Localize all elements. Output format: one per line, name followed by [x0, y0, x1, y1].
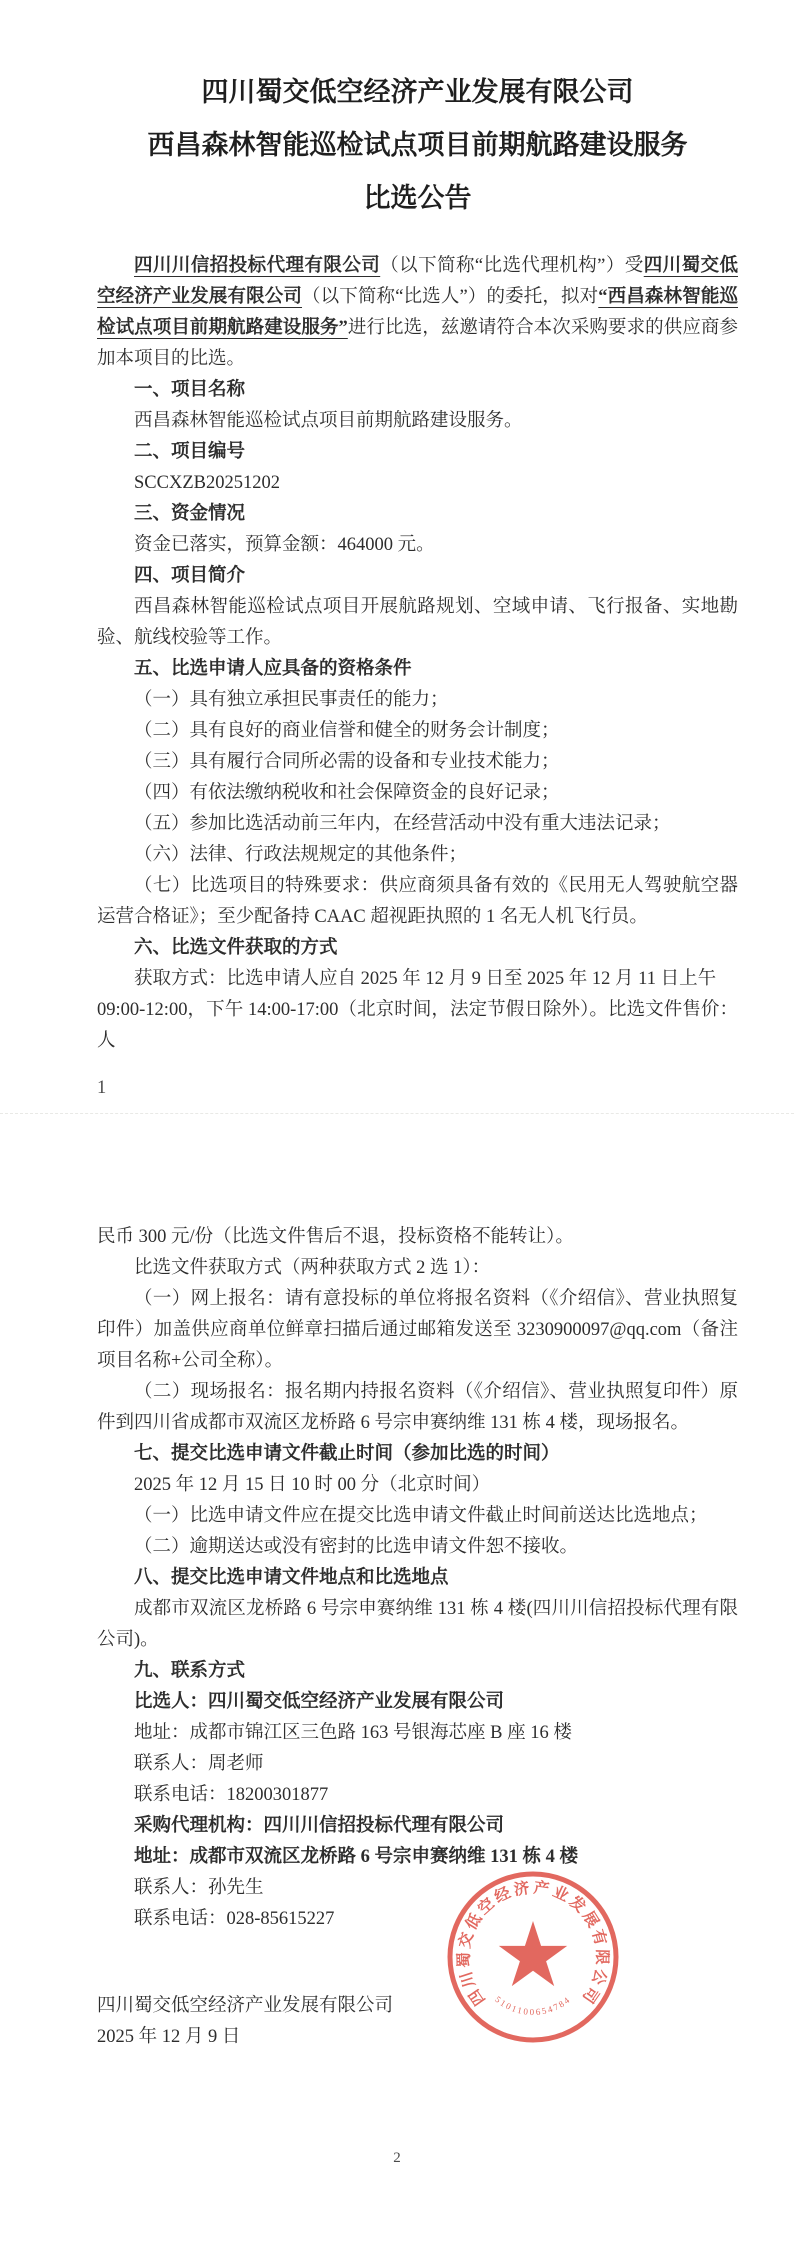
selector-phone: 联系电话：18200301877: [134, 1785, 329, 1805]
seal-company-text: 四川蜀交低空经济产业发展有限公司: [455, 1879, 611, 2009]
qualification-item-5: （五）参加比选活动前三年内，在经营活动中没有重大违法记录；: [134, 814, 671, 834]
intro-seg3: 进行比选，兹邀请符合本次采购要求的供应商参加本项目的比选。: [97, 318, 738, 369]
qualification-item-2: （二）具有良好的商业信誉和健全的财务会计制度；: [134, 721, 560, 741]
obtain-method-line-1: 获取方式：比选申请人应自 2025 年 12 月 9 日至 2025 年 12 月 11 日上午: [134, 969, 717, 989]
budget-text: 资金已落实，预算金额：464000 元。: [134, 535, 435, 555]
project-brief: 西昌森林智能巡检试点项目开展航路规划、空域申请、飞行报备、实地勘验、航线校验等工作。: [97, 597, 738, 648]
selector-contact: 联系人：周老师: [134, 1754, 264, 1774]
qualification-item-3: （三）具有履行合同所必需的设备和专业技术能力；: [134, 752, 560, 772]
section-1-heading: 一、项目名称: [134, 380, 246, 400]
signature-block: [97, 1991, 738, 2053]
agent-contact: 联系人：孙先生: [134, 1878, 264, 1898]
deadline-note-1: （一）比选申请文件应在提交比选申请文件截止时间前送达比选地点；: [134, 1506, 708, 1526]
title-line-company: 四川蜀交低空经济产业发展有限公司: [201, 77, 634, 107]
agent-phone: 联系电话：028-85615227: [134, 1909, 335, 1929]
section-1-text: 西昌森林智能巡检试点项目前期航路建设服务。: [134, 411, 523, 431]
document-page-1: [97, 66, 738, 1104]
obtain-method-line-2: 09:00-12:00，下午 14:00-17:00（北京时间，法定节假日除外）。比选文件售价：人: [97, 1000, 738, 1051]
agent-company: 采购代理机构：四川川信招投标代理有限公司: [134, 1816, 505, 1836]
qualification-item-4: （四）有依法缴纳税收和社会保障资金的良好记录；: [134, 783, 560, 803]
selector-address: 地址：成都市锦江区三色路 163 号银海芯座 B 座 16 楼: [134, 1723, 572, 1743]
project-number: SCCXZB20251202: [134, 473, 280, 493]
seal-number: 5101100654784: [493, 1994, 573, 2017]
section-2-heading: 二、项目编号: [134, 442, 246, 462]
section-3-heading: 三、资金情况: [134, 504, 246, 524]
deadline-text: 2025 年 12 月 15 日 10 时 00 分（北京时间）: [134, 1475, 491, 1495]
signature-date: 2025 年 12 月 9 日: [97, 2027, 241, 2047]
deadline-note-2: （二）逾期送达或没有密封的比选申请文件恕不接收。: [134, 1537, 579, 1557]
selector-company: 比选人：四川蜀交低空经济产业发展有限公司: [134, 1692, 505, 1712]
section-7-heading: 七、提交比选申请文件截止时间（参加比选的时间）: [134, 1444, 560, 1464]
section-5-heading: 五、比选申请人应具备的资格条件: [134, 659, 412, 679]
section-6-heading: 六、比选文件获取的方式: [134, 938, 338, 958]
qualification-item-6: （六）法律、行政法规规定的其他条件；: [134, 845, 468, 865]
title-line-notice: 比选公告: [363, 183, 472, 213]
page-2-number: 2: [393, 2150, 401, 2166]
project-name: “西昌森林智能巡检试点项目前期航路建设服务”: [97, 287, 738, 338]
intro-paragraph: [97, 251, 738, 375]
document-page-2: [97, 1222, 738, 2053]
section-4-heading: 四、项目简介: [134, 566, 246, 586]
document-title: [97, 66, 738, 225]
section-8-heading: 八、提交比选申请文件地点和比选地点: [134, 1568, 449, 1588]
page-separator: [0, 1113, 794, 1114]
online-registration: （一）网上报名：请有意投标的单位将报名资料（《介绍信》、营业执照复印件）加盖供应商单位鲜章扫描后通过邮箱发送至 3230900097@qq.com（备注项目名称+公司全称）。: [97, 1289, 738, 1371]
agency-name: 四川川信招投标代理有限公司: [134, 256, 381, 276]
onsite-registration: （二）现场报名：报名期内持报名资料（《介绍信》、营业执照复印件）原件到四川省成都市双流区龙桥路 6 号宗申赛纳维 131 栋 4 楼，现场报名。: [97, 1382, 738, 1433]
qualification-item-7: （七）比选项目的特殊要求：供应商须具备有效的《民用无人驾驶航空器运营合格证》；至少配备持 CAAC 超视距执照的 1 名无人机飞行员。: [97, 876, 738, 927]
title-line-project: 西昌森林智能巡检试点项目前期航路建设服务: [147, 130, 688, 160]
agent-address: 地址：成都市双流区龙桥路 6 号宗申赛纳维 131 栋 4 楼: [134, 1847, 579, 1867]
obtain-method-line-3: 民币 300 元/份（比选文件售后不退，投标资格不能转让）。: [97, 1227, 574, 1247]
intro-seg2: （以下简称“比选人”）的委托，拟对: [302, 287, 599, 307]
page-1-number: 1: [97, 1078, 107, 1098]
submission-address: 成都市双流区龙桥路 6 号宗申赛纳维 131 栋 4 楼(四川川信招投标代理有限公司)。: [97, 1599, 738, 1650]
intro-seg1: （以下简称“比选代理机构”）受: [380, 256, 644, 276]
qualification-item-1: （一）具有独立承担民事责任的能力；: [134, 690, 449, 710]
owner-name: 四川蜀交低空经济产业发展有限公司: [97, 256, 738, 307]
obtain-method-options: 比选文件获取方式（两种获取方式 2 选 1）：: [134, 1258, 491, 1278]
signature-company: 四川蜀交低空经济产业发展有限公司: [97, 1996, 394, 2016]
section-9-heading: 九、联系方式: [134, 1661, 246, 1681]
